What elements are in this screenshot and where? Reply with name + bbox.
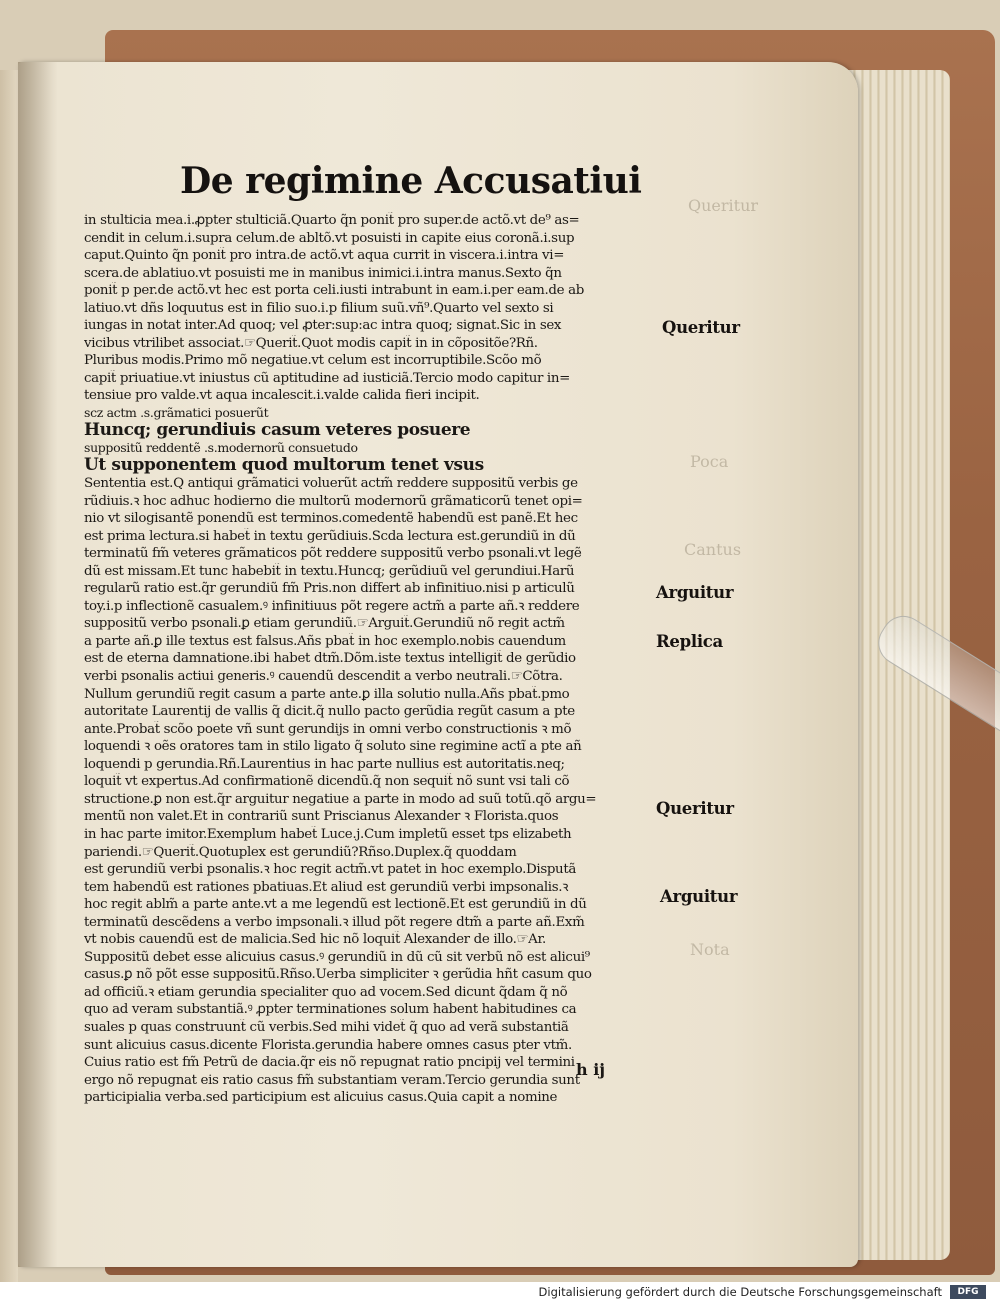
body-text: [84, 212, 658, 1107]
marginal-note: Queritur: [656, 799, 734, 818]
text-line: vt nobis cauendũ est de malicia.Sed hic nõ loquit̃ Alexander de illo.☞Ar.: [84, 932, 546, 948]
text-line: participialia verba.sed participium est alicuius casus.Quia capit a nomine: [84, 1090, 558, 1106]
paragraph-1: [84, 212, 658, 405]
text-line: in hac parte imitor.Exemplum habet̃ Luce.j.Cum impletũ esset tps elizabeth: [84, 826, 572, 842]
text-line: est gerundiũ verbi psonalis.ꝛ hoc regit actm̃.vt patet in hoc exemplo.Disputã: [84, 862, 576, 878]
text-line: ad officiũ.ꝛ etiam gerundia specialiter quo ad vocem.Sed dicunt q̃dam q̃ nõ: [84, 984, 568, 1000]
text-line: ante.Probat̃ scõo poete vñ sunt gerundijs in omni verbo constructionis ꝛ mõ: [84, 721, 572, 737]
facing-page-edge: [0, 70, 18, 1282]
text-line: ponit̃ p per.de actõ.vt hec est porta celi.iusti intrabunt in eam.i.per eam.de ab: [84, 283, 584, 299]
text-line: vicibus vtrilibet associat.☞Querit̃.Quot modis capit̃ in in cõpositõe?Rñ.: [84, 335, 538, 351]
text-line: structione.ꝑ non est.q̃r arguitur negatiue a parte in modo ad suũ totũ.qõ argu=: [84, 791, 597, 807]
text-line: ergo nõ repugnat eis ratio casus fm̃ substantiam veram.Tercio gerundia sunt: [84, 1072, 580, 1088]
text-line: mentũ non valet.Et in contrariũ sunt Priscianus Alexander ꝛ Florista.quos: [84, 809, 559, 825]
bleed-through-mark: Nota: [690, 940, 730, 959]
marginal-note: Replica: [656, 632, 723, 651]
text-line: caput.Quinto q̃n ponit̃ pro intra.de actõ.vt aqua currit in viscera.i.intra vi=: [84, 248, 565, 264]
text-line: est prima lectura.si habet̃ in textu gerũdiuis.Scda lectura est.gerundiũ in dũ: [84, 528, 576, 544]
marginal-note: Arguitur: [660, 887, 738, 906]
text-line: tem habendũ est rationes pbatiuas.Et aliud est gerundiũ verbi impsonalis.ꝛ: [84, 879, 569, 895]
paragraph-2: [84, 475, 658, 1107]
text-line: pariendi.☞Querit̃.Quotuplex est gerundiũ?Rñso.Duplex.q̃ quoddam: [84, 844, 517, 860]
text-line: a parte añ.ꝑ ille textus est falsus.Añs pbat̃ in hoc exemplo.nobis cauendum: [84, 633, 566, 649]
text-line: verbi psonalis actiui generis.ꝰ cauendũ descendit a verbo neutrali.☞Cõtra.: [84, 669, 563, 685]
verse-gloss: suppositũ reddentẽ .s.modernorũ consuetudo: [84, 440, 358, 456]
text-line: terminatũ fm̃ veteres grãmaticos põt reddere suppositũ verbo psonali.vt legẽ: [84, 546, 582, 562]
text-line: nio vt silogisantẽ ponendũ est terminos.comedentẽ habendũ est panẽ.Et hec: [84, 511, 578, 527]
bleed-through-mark: Queritur: [688, 196, 759, 215]
bleed-through-mark: Poca: [690, 452, 729, 471]
text-line: quo ad veram substantiã.ꝰ ꝓpter terminationes solum habent habitudines ca: [84, 1002, 577, 1018]
footer-bar: [0, 1282, 1000, 1303]
text-line: sunt alicuius casus.dicente Florista.gerundia habere omnes casus pter vtm̃.: [84, 1037, 572, 1053]
text-line: hoc regit ablm̃ a parte ante.vt a me legendũ est lectionẽ.Et est gerundiũ in dũ: [84, 897, 587, 913]
text-line: in stulticia mea.i.ꝓpter stulticiã.Quarto q̃n ponit̃ pro super.de actõ.vt de⁹ as=: [84, 213, 580, 228]
signature-mark: h ij: [576, 1060, 606, 1079]
page-title: De regimine Accusatiui: [180, 160, 642, 202]
text-line: regularũ ratio est.q̃r gerundiũ fm̃ Pris.non differt ab infinitiuo.nisi p articulũ: [84, 581, 575, 597]
text-line: Cuius ratio est fm̃ Petrũ de dacia.q̃r eis nõ repugnat ratio pncipij vel termini: [84, 1055, 575, 1071]
text-line: Sententia est.Q antiqui grãmatici voluerũt actm̃ reddere suppositũ verbis ge: [84, 476, 578, 492]
text-line: Nullum gerundiũ regit casum a parte ante.ꝑ illa solutio nulla.Añs pbat̃.pmo: [84, 686, 570, 702]
marginal-note: Queritur: [662, 318, 740, 337]
text-line: casus.ꝑ nõ põt esse suppositũ.Rñso.Uerba simpliciter ꝛ gerũdia hñt casum quo: [84, 967, 592, 983]
text-line: loquit̃ vt expertus.Ad confirmationẽ dicendũ.q̃ non sequit̃ nõ sunt vsi tali cõ: [84, 774, 570, 790]
text-line: est de eterna damnatione.ibi habet dtm̃.Dõm.iste textus intelligit̃ de gerũdio: [84, 651, 576, 667]
marginal-note: Arguitur: [656, 583, 734, 602]
text-line: tensiue pro valde.vt aqua incalescit.i.valde calida fieri incipit.: [84, 388, 480, 404]
text-line: latiuo.vt dñs loquutus est in filio suo.i.p filium suũ.vñ⁹.Quarto vel sexto si: [84, 300, 554, 316]
gutter-shadow: [18, 62, 58, 1267]
text-line: iungas in notat inter.Ad quoq; vel ꝓter:sup:ac intra quoq; signat.Sic in sex: [84, 318, 562, 334]
text-line: dũ est missam.Et tunc habebit̃ in textu.Huncq; gerũdiuũ vel gerundiui.Harũ: [84, 563, 575, 579]
dfg-logo: DFG: [950, 1285, 986, 1299]
text-line: scera.de ablatiuo.vt posuisti me in manibus inimici.i.intra manus.Sexto q̃n: [84, 265, 562, 281]
bleed-through-mark: Cantus: [684, 540, 742, 559]
verse-gloss: scz actm .s.grãmatici posuerũt: [84, 405, 269, 421]
text-line: suppositũ verbo psonali.ꝑ etiam gerundiũ.☞Arguit̃.Gerundiũ nõ regit actm̃: [84, 616, 565, 632]
text-line: capit̃ priuatiue.vt iniustus cũ aptitudine ad iusticiã.Tercio modo capitur in=: [84, 370, 571, 386]
text-line: loquendi ꝛ oẽs oratores tam in stilo ligato q̃ soluto sine regimine actĩ a pte añ: [84, 739, 582, 755]
verse-line: Huncq; gerundiuis casum veteres posuere: [84, 421, 471, 441]
text-line: toy.i.p inflectionẽ casualem.ꝰ infinitiuus põt regere actm̃ a parte añ.ꝛ reddere: [84, 598, 580, 614]
text-line: Pluribus modis.Primo mõ negatiue.vt celum est incorruptibile.Scõo mõ: [84, 353, 542, 369]
text-line: loquendi p gerundia.Rñ.Laurentius in hac parte nullius est autoritatis.neq;: [84, 756, 565, 772]
text-line: autoritate Laurentij de vallis q̃ dicit.q̃ nullo pacto gerũdia regũt casum a pte: [84, 704, 575, 720]
text-line: terminatũ descẽdens a verbo impsonali.ꝛ illud põt regere dtm̃ a parte añ.Exm̃: [84, 914, 585, 930]
text-line: cendit in celum.i.supra celum.de abltõ.vt posuisti in capite eius coronã.i.sup: [84, 230, 575, 246]
text-line: rũdiuis.ꝛ hoc adhuc hodierno die multorũ modernorũ grãmaticorũ tenet opi=: [84, 493, 583, 509]
text-line: suales p quas construunt̃ cũ verbis.Sed mihi videt̃ q̃ quo ad verã substantiã: [84, 1019, 569, 1035]
text-line: Suppositũ debet esse alicuius casus.ꝰ gerundiũ in dũ cũ sit verbũ nõ est alicui⁹: [84, 949, 590, 965]
verse-line: Ut supponentem quod multorum tenet vsus: [84, 456, 484, 476]
funding-notice: Digitalisierung gefördert durch die Deutsche Forschungsgemeinschaft: [538, 1285, 942, 1299]
